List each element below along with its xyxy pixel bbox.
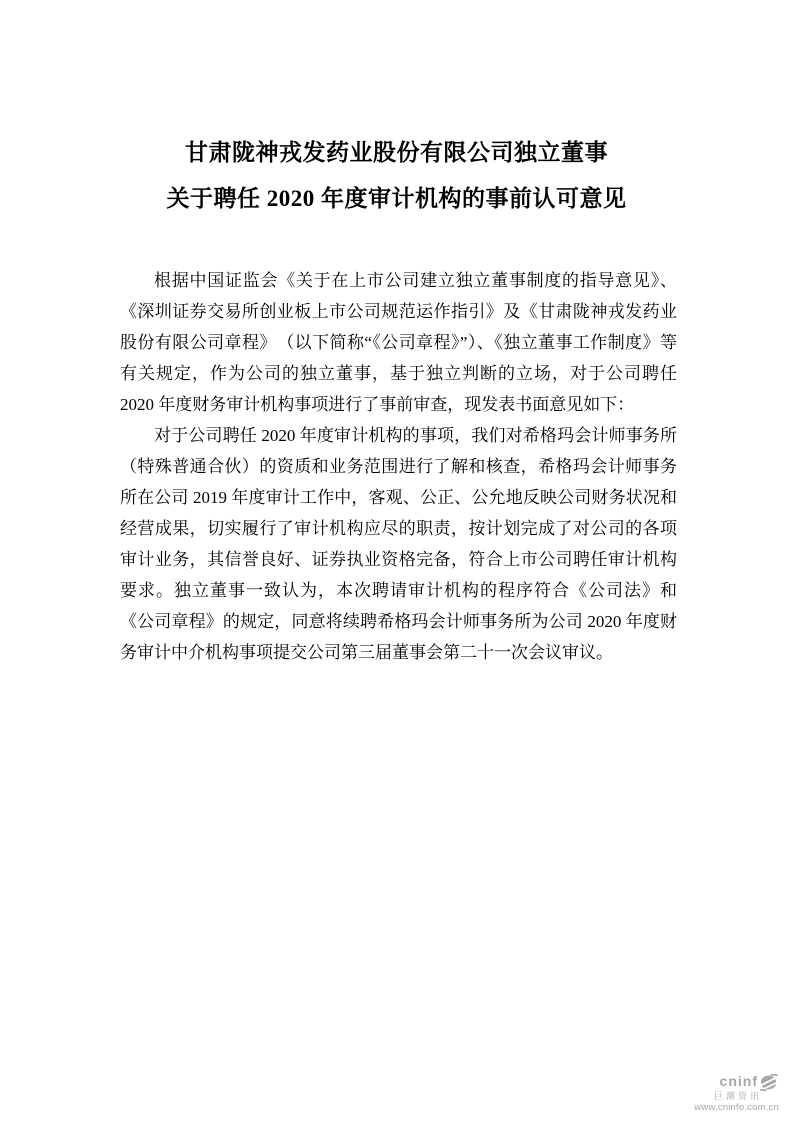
- cninfo-url: www.cninfo.com.cn: [694, 1101, 779, 1113]
- title-line-2: 关于聘任 2020 年度审计机构的事前认可意见: [166, 186, 627, 211]
- cninfo-brand-text: cninf: [719, 1073, 758, 1090]
- document-title: [0, 0, 793, 222]
- cninfo-watermark: [694, 1074, 779, 1113]
- cninfo-brand-row: [720, 1074, 779, 1091]
- cninfo-chinese-name: 巨潮资讯: [713, 1090, 762, 1101]
- paragraph-basis: 根据中国证监会《关于在上市公司建立独立董事制度的指导意见》、《深圳证券交易所创业板上市公司规范运作指引》及《甘肃陇神戎发药业股份有限公司章程》 （以下简称“《公司章程》”）、《独立董事工作制度》等有关规定，作为公司的独立董事，基于独立判断的立场，对于公司聘任 2020 年度财务审计机构事项进行了事前审查，现发表书面意见如下：: [120, 271, 677, 414]
- cninfo-logo-icon: [759, 1074, 779, 1091]
- document-body: [120, 265, 677, 668]
- paragraph-opinion: 对于公司聘任 2020 年度审计机构的事项，我们对希格玛会计师事务所（特殊普通合伙）的资质和业务范围进行了解和核查，希格玛会计师事务所在公司 2019 年度审计工作中，客观、公正、公允地反映公司财务状况和经营成果，切实履行了审计机构应尽的职责，按计划完成了对公司的各项审计业务，其信誉良好、证券执业资格完备，符合上市公司聘任审计机构要求。独立董事一致认为，本次聘请审计机构的程序符合《公司法》和《公司章程》的规定，同意将续聘希格玛会计师事务所为公司 2020 年度财务审计中介机构事项提交公司第三届董事会第二十一次会议审议。: [120, 426, 677, 662]
- title-line-1: 甘肃陇神戎发药业股份有限公司独立董事: [185, 140, 608, 165]
